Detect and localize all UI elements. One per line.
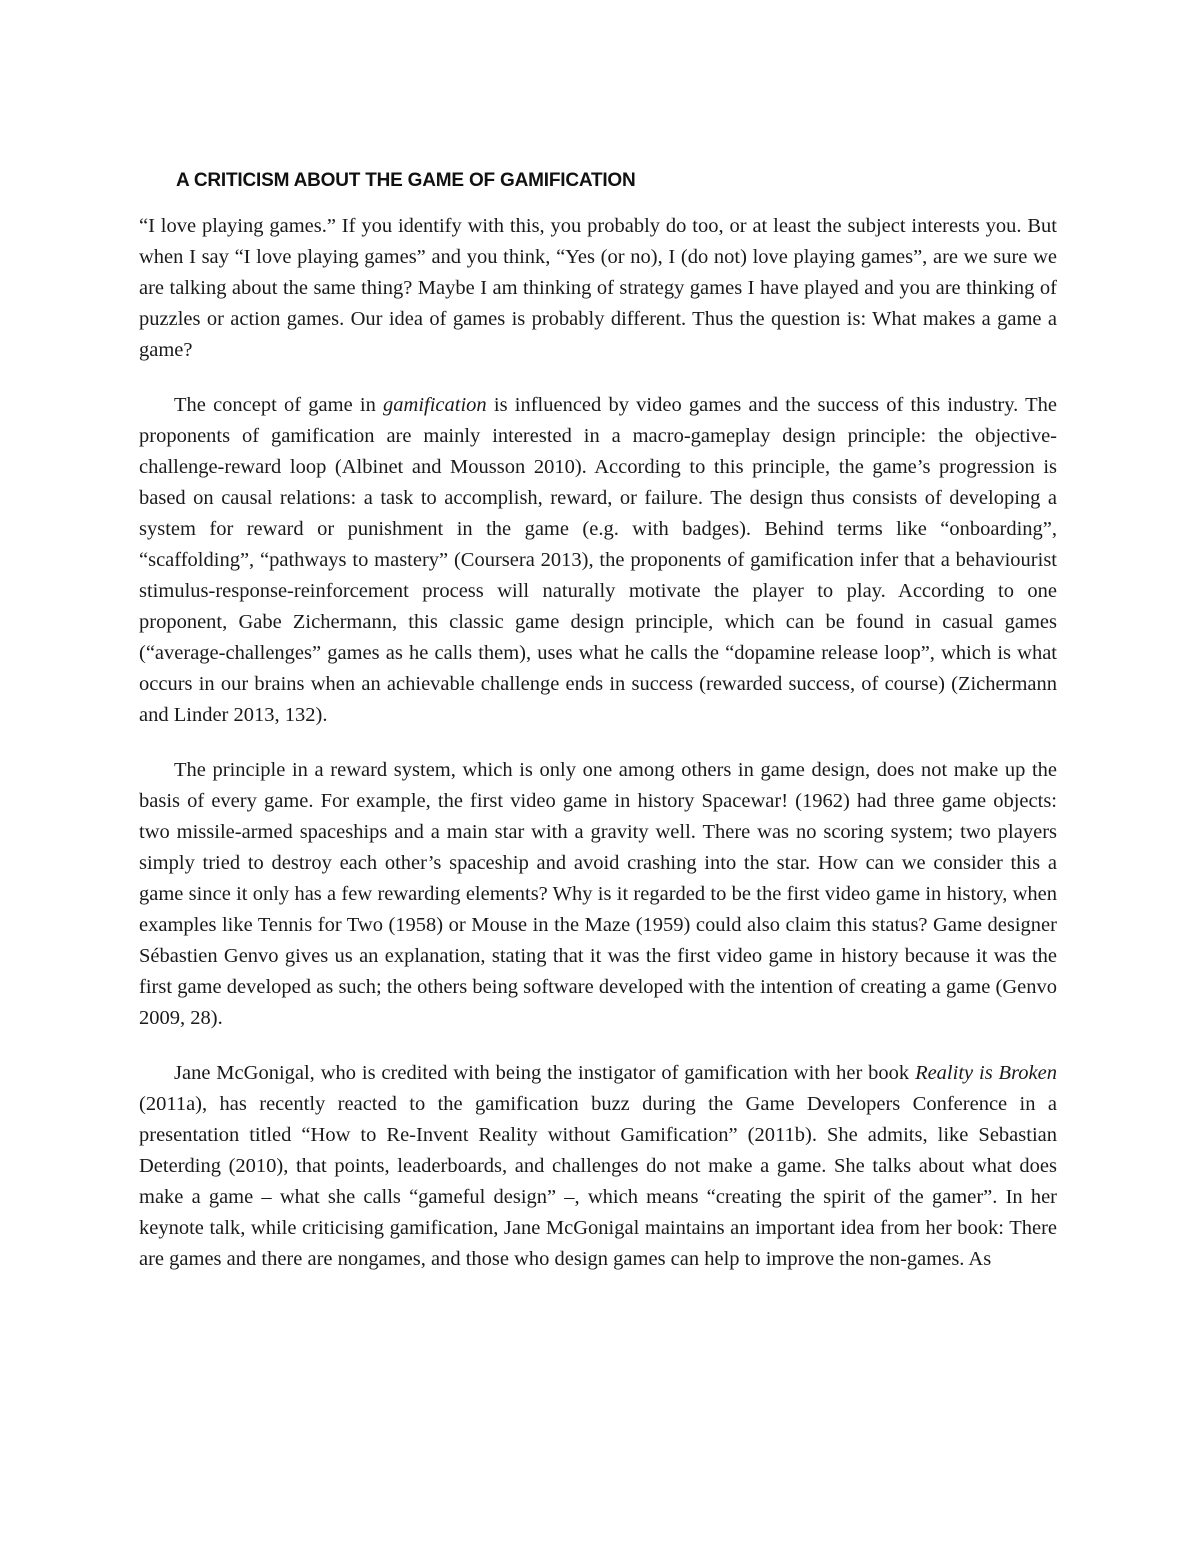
document-body <box>139 166 1057 1299</box>
paragraph-2 <box>139 390 1057 731</box>
paragraph-2-text-end: is influenced by video games and the success of this industry. The proponents of gamification are mainly interested in a macro-gameplay design principle: the objective-challenge-reward loop (Albinet and Mousson 2010). According to this principle, the game’s progression is based on causal relations: a task to accomplish, reward, or failure. The design thus consists of developing a system for reward or punishment in the game (e.g. with badges). Behind terms like “onboarding”, “scaffolding”, “pathways to mastery” (Coursera 2013), the proponents of gamification infer that a behaviourist stimulus-response-reinforcement process will naturally motivate the player to play. According to one proponent, Gabe Zichermann, this classic game design principle, which can be found in casual games (“average-challenges” games as he calls them), uses what he calls the “dopamine release loop”, which is what occurs in our brains when an achievable challenge ends in success (rewarded success, of course) (Zichermann and Linder 2013, 132). <box>139 394 1057 726</box>
paragraph-2-italic-term: gamification <box>383 394 487 416</box>
paragraph-4 <box>139 1058 1057 1275</box>
paragraph-4-text-end: (2011a), has recently reacted to the gamification buzz during the Game Developers Conference in a presentation titled “How to Re-Invent Reality without Gamification” (2011b). She admits, like Sebastian Deterding (2010), that points, leaderboards, and challenges do not make a game. She talks about what does make a game – what she calls “gameful design” –, which means “creating the spirit of the gamer”. In her keynote talk, while criticising gamification, Jane McGonigal maintains an important idea from her book: There are games and there are nongames, and those who design games can help to improve the non-games. As <box>139 1093 1057 1270</box>
paragraph-2-text-start: The concept of game in <box>174 394 384 416</box>
paragraph-1: “I love playing games.” If you identify with this, you probably do too, or at least the subject interests you. But when I say “I love playing games” and you think, “Yes (or no), I (do not) love playing games”, are we sure we are talking about the same thing? Maybe I am thinking of strategy games I have played and you are thinking of puzzles or action games. Our idea of games is probably different. Thus the question is: What makes a game a game? <box>139 215 1057 361</box>
paragraph-4-book-title: Reality is Broken <box>915 1062 1057 1084</box>
paragraph-3: The principle in a reward system, which is only one among others in game design, does not make up the basis of every game. For example, the first video game in history Spacewar! (1962) had three game objects: two missile-armed spaceships and a main star with a gravity well. There was no scoring system; two players simply tried to destroy each other’s spaceship and avoid crashing into the star. How can we consider this a game since it only has a few rewarding elements? Why is it regarded to be the first video game in history, when examples like Tennis for Two (1958) or Mouse in the Maze (1959) could also claim this status? Game designer Sébastien Genvo gives us an explanation, stating that it was the first video game in history because it was the first game developed as such; the others being software developed with the intention of creating a game (Genvo 2009, 28). <box>139 759 1057 1029</box>
paragraph-4-text-start: Jane McGonigal, who is credited with being the instigator of gamification with her book <box>174 1062 916 1084</box>
document-title: A CRITICISM ABOUT THE GAME OF GAMIFICATION <box>176 170 636 191</box>
